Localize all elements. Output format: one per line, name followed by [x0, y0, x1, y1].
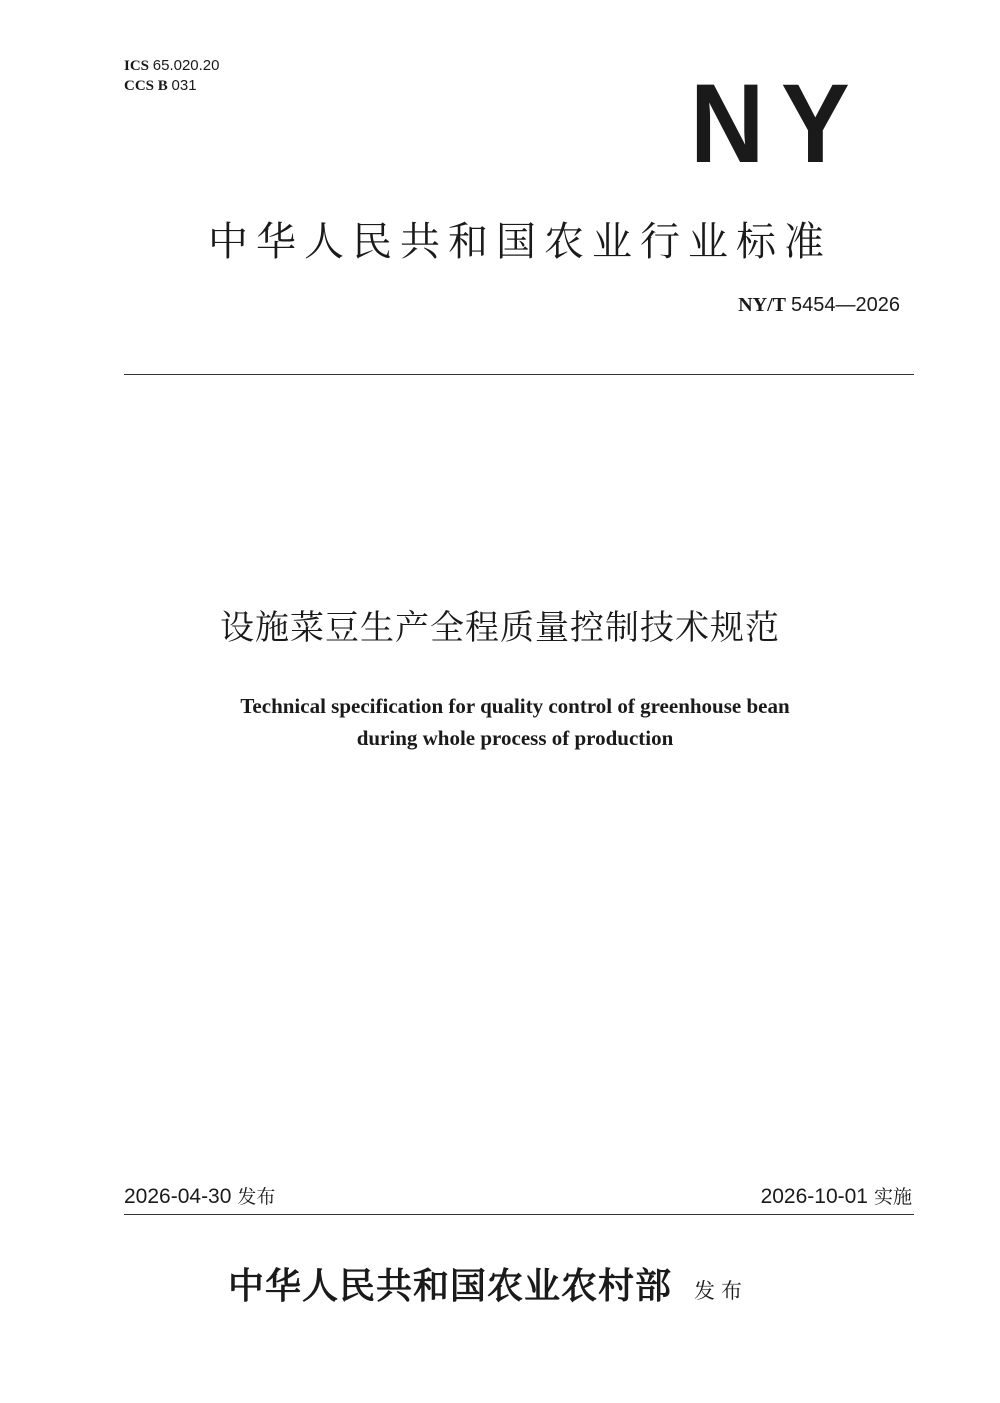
document-title-en-line2: during whole process of production	[356, 726, 674, 750]
standard-title: 中华人民共和国农业行业标准	[208, 219, 832, 265]
issue-date-block	[124, 1182, 275, 1209]
issuer-action: 发布	[694, 1279, 749, 1303]
issuer-organization: 中华人民共和国农业农村部	[228, 1265, 673, 1307]
issue-date: 2026-04-30	[124, 1185, 232, 1208]
ccs-value: 031	[171, 77, 197, 94]
document-title-en-line1: Technical specification for quality control of greenhouse bean	[240, 694, 790, 718]
document-title-en	[0, 690, 1000, 754]
standard-number	[738, 294, 900, 317]
ics-code	[124, 56, 220, 76]
implementation-date-block	[761, 1182, 912, 1209]
implementation-date: 2026-10-01	[760, 1185, 868, 1208]
implementation-label: 实施	[873, 1186, 912, 1208]
ics-value: 65.020.20	[152, 57, 220, 74]
standard-number-value: 5454—2026	[791, 294, 900, 316]
ccs-code	[124, 76, 220, 96]
bottom-divider	[124, 1214, 914, 1215]
issue-label: 发布	[237, 1186, 276, 1208]
ics-label: ICS	[124, 58, 150, 74]
ny-logo: NY	[690, 61, 867, 186]
classification-codes	[124, 56, 220, 96]
top-divider	[124, 374, 914, 375]
standard-number-prefix: NY/T	[738, 294, 787, 316]
ccs-label: CCS B	[124, 78, 168, 94]
issuer-block	[228, 1258, 748, 1309]
document-title-cn: 设施菜豆生产全程质量控制技术规范	[220, 608, 780, 648]
